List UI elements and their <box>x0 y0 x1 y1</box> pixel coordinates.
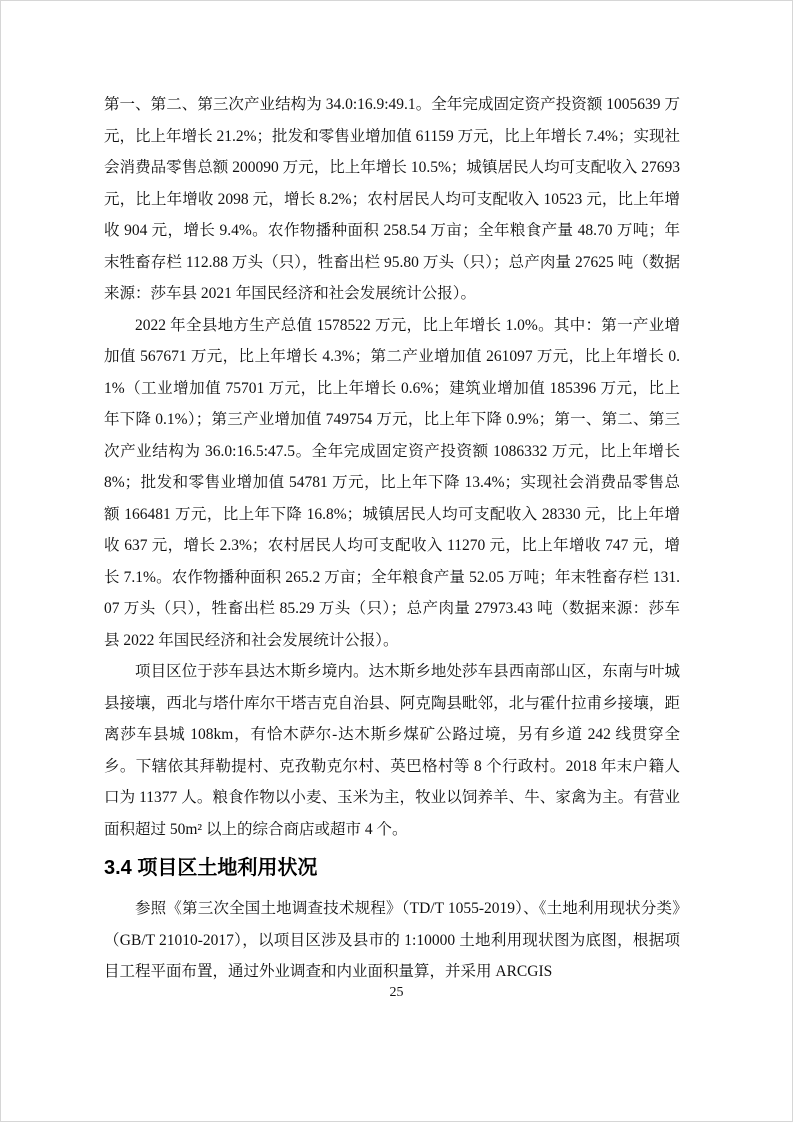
paragraph-economy-2022: 2022 年全县地方生产总值 1578522 万元，比上年增长 1.0%。其中：第一产业增加值 567671 万元，比上年增长 4.3%；第二产业增加值 261097 万元，比上年增长 0.1%（工业增加值 75701 万元，比上年增长 0.6%；建筑业增加值 185396 万元，比上年下降 0.1%）；第三产业增加值 749754 万元，比上年下降 0.9%；第一、第二、第三次产业结构为 36.0:16.5:47.5。全年完成固定资产投资额 1086332 万元，比上年增长 8%；批发和零售业增加值 54781 万元，比上年下降 13.4%；实现社会消费品零售总额 166481 万元，比上年下降 16.8%；城镇居民人均可支配收入 28330 元，比上年增收 637 元，增长 2.3%；农村居民人均可支配收入 11270 元，比上年增收 747 元，增长 7.1%。农作物播种面积 265.2 万亩；全年粮食产量 52.05 万吨；年末牲畜存栏 131.07 万头（只），牲畜出栏 85.29 万头（只）；总产肉量 27973.43 吨（数据来源：莎车县 2022 年国民经济和社会发展统计公报）。 <box>104 316 680 649</box>
paragraph-project-location: 项目区位于莎车县达木斯乡境内。达木斯乡地处莎车县西南部山区，东南与叶城县接壤，西北与塔什库尔干塔吉克自治县、阿克陶县毗邻，北与霍什拉甫乡接壤，距离莎车县城 108km，有恰木萨尔-达木斯乡煤矿公路过境，另有乡道 242 线贯穿全乡。下辖依其拜勒提村、克孜勒克尔村、英巴格村等 8 个行政村。2018 年末户籍人口为 11377 人。粮食作物以小麦、玉米为主，牧业以饲养羊、牛、家禽为主。有营业面积超过 50m² 以上的综合商店或超市 4 个。 <box>104 663 680 838</box>
page-number: 25 <box>389 985 404 1000</box>
section-heading-3-4-land-use: 3.4 项目区土地利用状况 <box>104 857 318 879</box>
paragraph-economy-2021: 第一、第二、第三次产业结构为 34.0:16.9:49.1。全年完成固定资产投资额 1005639 万元，比上年增长 21.2%；批发和零售业增加值 61159 万元，比上年增长 7.4%；实现社会消费品零售总额 200090 万元，比上年增长 10.5%；城镇居民人均可支配收入 27693 元，比上年增收 2098 元，增长 8.2%；农村居民人均可支配收入 10523 元，比上年增收 904 元，增长 9.4%。农作物播种面积 258.54 万亩；全年粮食产量 48.70 万吨；年末牲畜存栏 112.88 万头（只），牲畜出栏 95.80 万头（只）；总产肉量 27625 吨（数据来源：莎车县 2021 年国民经济和社会发展统计公报）。 <box>104 96 680 302</box>
paragraph-land-use-intro: 参照《第三次全国土地调查技术规程》（TD/T 1055-2019）、《土地利用现状分类》（GB/T 21010-2017），以项目区涉及县市的 1:10000 土地利用现状图为底图，根据项目工程平面布置，通过外业调查和内业面积量算，并采用 ARCGIS <box>104 900 680 980</box>
